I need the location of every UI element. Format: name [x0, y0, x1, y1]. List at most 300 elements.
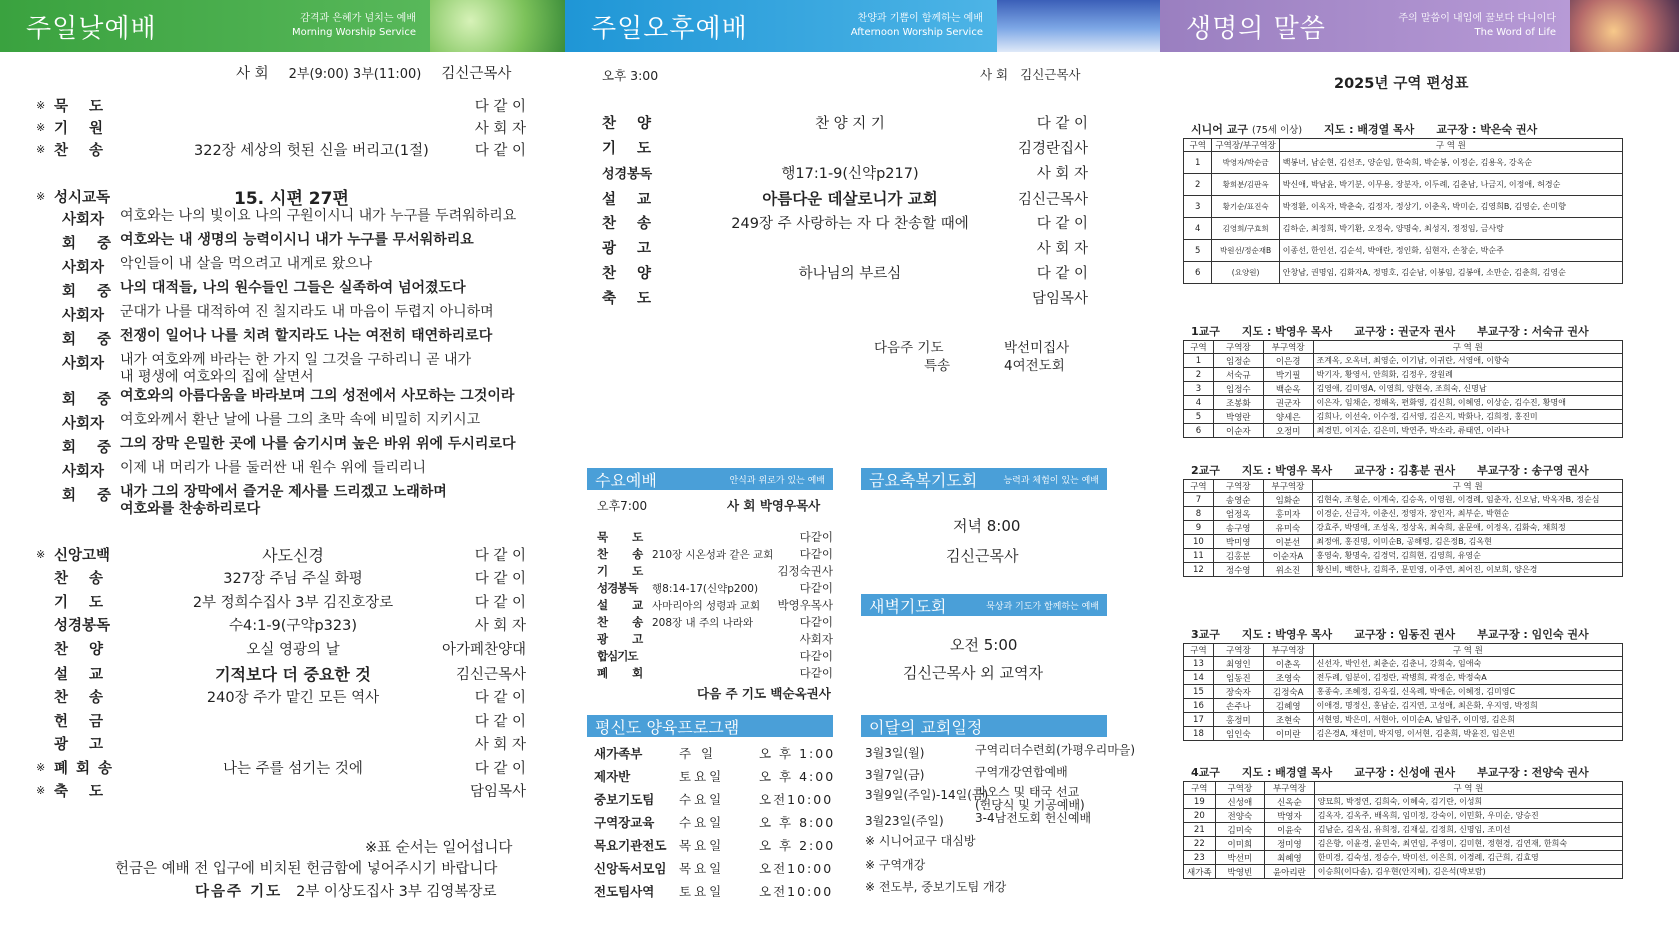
district-number: 8 — [1184, 507, 1214, 521]
program-time: 오전10:00 — [759, 792, 834, 807]
responsive-text — [120, 232, 474, 249]
stand-mark: ※ — [36, 143, 46, 156]
training-row — [594, 744, 835, 762]
morning-order-row — [36, 139, 526, 160]
district-age: (75세 이상) — [1251, 125, 1303, 136]
order-label: 축 도 — [602, 291, 660, 307]
morning-order2-row — [36, 638, 526, 659]
district-row — [1184, 837, 1623, 851]
program-day: 토요일 — [679, 769, 725, 784]
sub-leader: 이은경 — [1263, 354, 1313, 368]
sub-leader: 윤아리란 — [1265, 865, 1315, 879]
leader: (요양원) — [1212, 262, 1279, 284]
order-person: 사회자 — [799, 632, 833, 646]
training-row — [594, 836, 835, 854]
order-label: 기 도 — [602, 141, 660, 157]
dawn-bar: 새벽기도회 묵상과 기도가 함께하는 예배 — [861, 594, 1107, 616]
training-row — [594, 790, 833, 808]
district-number: 18 — [1184, 727, 1214, 741]
schedule-date: 3월3일(월) — [865, 746, 925, 760]
leader: 장숙자 — [1213, 685, 1263, 699]
wednesday-order-row — [597, 563, 833, 579]
order-label: 광 고 — [602, 241, 660, 257]
district-header — [1191, 626, 1611, 642]
district-row — [1184, 795, 1623, 809]
district-row — [1184, 521, 1623, 535]
responsive-line: 여호와는 나의 빛이요 나의 구원이시니 내가 누구를 두려워하리요 — [120, 208, 517, 224]
afternoon-next-1: 다음주 기도 박선미집사 — [874, 340, 1070, 356]
members: 김옥자, 김옥주, 배옥희, 임미정, 강숙이, 이민화, 우미순, 양승진 — [1314, 809, 1622, 823]
district-number: 11 — [1184, 549, 1214, 563]
district-number: 3 — [1184, 196, 1212, 218]
district-row — [1184, 713, 1623, 727]
order-person: 다 같 이 — [474, 761, 526, 777]
order-label: 기 원 — [54, 121, 112, 137]
order-content: 208장 내 주의 나라와 — [652, 616, 754, 629]
column-header: 부구역장 — [1263, 644, 1313, 657]
district-row — [1184, 851, 1623, 865]
schedule-row — [865, 744, 1135, 761]
responsive-text — [120, 304, 494, 321]
training-row — [594, 859, 833, 877]
wednesday-order-row — [597, 529, 833, 545]
districts-title: 2025년 구역 편성표 — [1334, 76, 1469, 92]
morning-order-row — [36, 117, 526, 138]
district-row — [1184, 535, 1623, 549]
district-number: 10 — [1184, 535, 1214, 549]
order-label: 성경봉독 — [54, 618, 111, 634]
schedule-event — [975, 786, 1085, 812]
members: 김하순, 최정희, 박기환, 오정숙, 양명숙, 최성지, 정정임, 금사랑 — [1279, 218, 1622, 240]
morning-order-row — [36, 95, 526, 116]
stand-mark: ※ — [36, 761, 46, 774]
responsive-text — [120, 352, 471, 386]
wednesday-order-row — [597, 665, 833, 681]
friday-time: 저녁 8:00 — [953, 517, 1021, 535]
column-header: 구역장 — [1215, 782, 1264, 795]
order-label: 성경봉독 — [602, 167, 653, 182]
district-number: 1 — [1184, 152, 1212, 174]
district-number: 9 — [1184, 521, 1214, 535]
district-row — [1184, 657, 1623, 671]
order-person: 다 같 이 — [474, 548, 526, 564]
sub-leader: 신옥순 — [1265, 795, 1315, 809]
members: 이애경, 명정신, 홍남순, 김지연, 고성애, 최은화, 우지영, 박정희 — [1313, 699, 1622, 713]
sub-leader: 이미란 — [1263, 727, 1313, 741]
district-number: 13 — [1184, 657, 1214, 671]
speaker: 회 중 — [62, 284, 120, 300]
district-table — [1183, 340, 1623, 438]
wednesday-order-row — [597, 597, 833, 613]
column-header: 구역 — [1184, 644, 1214, 657]
column-header: 부구역장 — [1263, 341, 1313, 354]
column-header: 구역 — [1184, 782, 1216, 795]
order-person: 다 같 이 — [474, 714, 526, 730]
word-title: 생명의 말씀 — [1186, 13, 1326, 44]
leader: 임동진 — [1213, 671, 1263, 685]
responsive-line: 여호와의 아름다움을 바라보며 그의 성전에서 사모하는 그것이라 — [120, 388, 515, 404]
afternoon-title: 주일오후예배 — [591, 13, 748, 44]
sub-leader: 김정숙A — [1263, 685, 1313, 699]
leaves-photo — [430, 0, 565, 52]
sub-leader: 이윤숙 — [1265, 823, 1315, 837]
order-label: 찬 양 — [54, 642, 112, 658]
morning-host-row: 사 회 2부(9:00) 3부(11:00) 김신근목사 — [236, 66, 512, 82]
dawn-time: 오전 5:00 — [950, 636, 1018, 654]
members: 김현숙, 조형순, 이계숙, 김승옥, 이영원, 이경례, 임춘자, 신오남, 박옥자B, 정순심 — [1313, 493, 1623, 507]
order-label: 설 교 — [597, 598, 654, 612]
responsive-line: 전쟁이 일어나 나를 치려 할지라도 나는 여전히 태연하리로다 — [120, 328, 493, 344]
responsive-text — [120, 280, 466, 297]
district-subhead: 부교구장 : 전양숙 권사 — [1477, 766, 1589, 779]
district-row — [1184, 152, 1623, 174]
district-header — [1191, 323, 1611, 339]
speaker: 사회자 — [62, 464, 105, 480]
district-head: 교구장 : 신성애 권사 — [1354, 766, 1456, 779]
afternoon-order-row — [602, 237, 1088, 258]
program-day: 토요일 — [679, 884, 725, 899]
responsive-row — [62, 388, 514, 409]
responsive-text — [120, 256, 372, 273]
program-name: 새가족부 — [594, 746, 643, 761]
order-person: 사 회 자 — [474, 121, 526, 137]
program-name: 신앙독서모임 — [594, 861, 667, 876]
sub-leader: 박영자 — [1265, 809, 1315, 823]
speaker: 사회자 — [62, 260, 105, 276]
event-line-2: (헌당식 및 기공예배) — [975, 798, 1085, 812]
program-time: 오 후 2:00 — [759, 838, 836, 853]
word-header — [1160, 0, 1570, 52]
afternoon-header — [565, 0, 997, 52]
district-table — [1183, 479, 1623, 577]
afternoon-order-row — [602, 287, 1088, 308]
district-number: 새가족 — [1184, 865, 1216, 879]
district-row — [1184, 671, 1623, 685]
district-row — [1184, 218, 1623, 240]
district-number: 22 — [1184, 837, 1216, 851]
speaker: 사회자 — [62, 308, 105, 324]
responsive-line: 나의 대적들, 나의 원수들인 그들은 실족하여 넘어졌도다 — [120, 280, 466, 296]
friday-person: 김신근목사 — [946, 547, 1019, 565]
schedule-bar: 이달의 교회일정 — [861, 715, 1107, 737]
district-pastor: 지도 : 배경열 목사 — [1324, 123, 1415, 136]
district-pastor: 지도 : 박영우 목사 — [1241, 628, 1333, 641]
members: 양묘희, 박정연, 김희숙, 이혜숙, 김기란, 이성희 — [1314, 795, 1622, 809]
members: 신선자, 박인선, 최춘순, 김춘니, 강희숙, 임애숙 — [1313, 657, 1622, 671]
afternoon-order-row — [602, 212, 1088, 233]
order-person: 다 같 이 — [1036, 266, 1088, 282]
training-row — [594, 882, 833, 900]
district-row — [1184, 382, 1623, 396]
leader: 박선미 — [1215, 851, 1264, 865]
members: 김남순, 김옥심, 유희정, 김재실, 김정희, 신명임, 조미선 — [1314, 823, 1622, 837]
district-row — [1184, 727, 1623, 741]
schedule-event — [975, 766, 1068, 779]
leader: 황기순/표진숙 — [1212, 196, 1279, 218]
order-content: 322장 세상의 헛된 신을 버리고(1절) — [194, 143, 429, 159]
order-label: 찬 양 — [602, 266, 660, 282]
stand-mark: ※ — [36, 99, 46, 112]
schedule-date: 3월7일(금) — [865, 768, 925, 782]
word-subtitle: 주의 말씀이 내입에 꿀보다 다니이다 The Word of Life — [1398, 13, 1556, 38]
order-person: 아가페찬양대 — [441, 642, 526, 658]
speaker: 회 중 — [62, 236, 120, 252]
sub-leader: 유미숙 — [1263, 521, 1313, 535]
stand-mark: ※ — [36, 784, 46, 797]
responsive-row — [62, 280, 466, 301]
district-number: 6 — [1184, 424, 1214, 438]
afternoon-next-2: 특송 4여전도회 — [924, 358, 1065, 374]
morning-order2-row — [36, 591, 526, 612]
members: 홍영숙, 황명숙, 김경덕, 김희현, 김영희, 유영순 — [1313, 549, 1623, 563]
stand-mark: ※ — [36, 548, 46, 561]
order-label: 묵 도 — [54, 99, 112, 115]
members: 김은향, 이윤경, 윤민숙, 최연임, 주영미, 김미현, 정현경, 김연재, 한희숙 — [1314, 837, 1622, 851]
sub-leader: 조영숙 — [1263, 671, 1313, 685]
leader: 박원선/정순재B — [1212, 240, 1279, 262]
order-label: 묵 도 — [597, 530, 654, 544]
district-row — [1184, 493, 1623, 507]
order-person: 김경란집사 — [1017, 141, 1088, 157]
district-header — [1191, 462, 1611, 478]
order-label: 찬 송 — [602, 216, 660, 232]
leader: 조봉화 — [1213, 396, 1263, 410]
district-number: 5 — [1184, 240, 1212, 262]
leader: 신성애 — [1215, 795, 1264, 809]
responsive-text — [120, 412, 480, 429]
order-person: 다같이 — [799, 666, 833, 680]
column-header: 구 역 원 — [1279, 139, 1622, 152]
sub-leader: 이순자A — [1263, 549, 1313, 563]
reading-row: ※ 성시교독 15. 시편 27편 — [36, 189, 349, 209]
morning-order2-row — [36, 686, 526, 707]
district-row — [1184, 507, 1623, 521]
morning-subtitle: 감격과 은혜가 넘치는 예배 Morning Worship Service — [291, 13, 416, 38]
afternoon-order-row — [602, 187, 1088, 209]
responsive-row — [62, 460, 426, 481]
speaker: 회 중 — [62, 440, 120, 456]
sub-leader: 위소진 — [1263, 563, 1313, 577]
district-subhead: 부교구장 : 송구영 권사 — [1477, 464, 1589, 477]
wednesday-order-row — [597, 648, 833, 664]
order-label: 광 고 — [54, 737, 112, 753]
speaker: 사회자 — [62, 416, 105, 432]
event-line: 구역리더수련회(가평우리마을) — [975, 743, 1136, 757]
program-day: 수요일 — [679, 815, 725, 830]
morning-next-prayer: 다음주 기도 2부 이상도집사 3부 김영복장로 — [195, 884, 497, 900]
district-number: 19 — [1184, 795, 1216, 809]
members: 박신애, 박남윤, 박기분, 이무용, 장분자, 이두례, 김춘남, 나금지, 이정애, 허경순 — [1279, 174, 1622, 196]
leader: 김미숙 — [1215, 823, 1264, 837]
standing-note: ※표 순서는 일어섭니다 — [365, 840, 513, 856]
order-person: 다같이 — [799, 649, 833, 663]
column-header: 구역장 — [1213, 644, 1263, 657]
members: 박정환, 이옥자, 박춘숙, 김정자, 정상기, 이춘옥, 박미순, 김영희B, 김영순, 손미향 — [1279, 196, 1622, 218]
order-label: 찬 양 — [602, 116, 660, 132]
order-label: 기 도 — [597, 564, 654, 578]
members: 전두례, 임분이, 김정란, 곽병희, 곽정순, 박정숙A — [1313, 671, 1622, 685]
order-label: 설 교 — [602, 191, 660, 208]
leader: 임인숙 — [1213, 727, 1263, 741]
column-header: 구역 — [1184, 341, 1214, 354]
order-person: 다같이 — [799, 530, 833, 544]
responsive-row — [62, 484, 447, 518]
responsive-row — [62, 208, 516, 229]
wednesday-order-row — [597, 546, 833, 562]
order-label: 합심기도 — [597, 649, 638, 663]
leader: 박미영 — [1213, 535, 1263, 549]
members: 최경민, 이지순, 김은미, 박연주, 박소라, 류태연, 이라나 — [1313, 424, 1622, 438]
leader: 김영희/구효희 — [1212, 218, 1279, 240]
schedule-date: ※ 시니어교구 대심방 — [865, 834, 976, 848]
district-name: 4교구 — [1191, 766, 1220, 779]
morning-order2-row — [36, 757, 526, 778]
column-header: 구 역 원 — [1313, 644, 1622, 657]
members: 최정애, 홍진명, 이미순B, 공해령, 김은정B, 김옥현 — [1313, 535, 1623, 549]
morning-header — [0, 0, 430, 52]
column-header: 구역장/부구역장 — [1212, 139, 1279, 152]
afternoon-order-row — [602, 162, 1088, 183]
district-number: 5 — [1184, 410, 1214, 424]
order-content: 사도신경 — [262, 546, 324, 565]
members: 한미경, 김숙성, 정승수, 박미선, 이은희, 이경례, 김근희, 김효영 — [1314, 851, 1622, 865]
district-head: 교구장 : 박은숙 권사 — [1436, 123, 1538, 136]
district-row — [1184, 354, 1623, 368]
wednesday-time: 오후7:00 사 회 박영우목사 — [597, 498, 821, 513]
sub-leader: 김혜영 — [1263, 699, 1313, 713]
members: 백봉녀, 남순현, 김선조, 양순임, 한숙희, 박순봉, 이정순, 김용옥, 강옥순 — [1279, 152, 1622, 174]
order-content: 오실 영광의 날 — [246, 642, 340, 658]
order-label: 찬 송 — [597, 615, 654, 629]
order-content: 행8:14-17(신약p200) — [652, 582, 759, 595]
order-person: 담임목사 — [1031, 291, 1088, 307]
order-person: 다 같 이 — [1036, 116, 1088, 132]
order-content: 기적보다 더 중요한 것 — [215, 665, 371, 684]
order-label: 폐 회 — [597, 666, 654, 680]
responsive-line: 악인들이 내 살을 먹으려고 내게로 왔으나 — [120, 256, 373, 272]
column-header: 구 역 원 — [1313, 341, 1622, 354]
offering-note: 헌금은 예배 전 입구에 비치된 헌금함에 넣어주시기 바랍니다 — [115, 861, 498, 877]
responsive-row — [62, 304, 494, 325]
district-head: 교구장 : 김홍분 권사 — [1354, 464, 1456, 477]
speaker: 사회자 — [62, 356, 105, 372]
order-person: 다 같 이 — [474, 690, 526, 706]
morning-order2-row — [36, 733, 526, 754]
district-number: 15 — [1184, 685, 1214, 699]
sub-leader: 백순옥 — [1263, 382, 1313, 396]
members: 김은경A, 채선미, 박지영, 이서현, 김춘희, 박윤진, 임은빈 — [1313, 727, 1622, 741]
wednesday-order-row — [597, 631, 833, 647]
district-row — [1184, 563, 1623, 577]
program-time: 오 후 4:00 — [759, 769, 836, 784]
leader: 전양숙 — [1215, 809, 1264, 823]
program-name: 제자반 — [594, 769, 631, 784]
responsive-line: 여호와께서 환난 날에 나를 그의 초막 속에 비밀히 지키시고 — [120, 412, 481, 428]
district-number: 12 — [1184, 563, 1214, 577]
responsive-line: 군대가 나를 대적하여 진 칠지라도 내 마음이 두렵지 아니하며 — [120, 304, 494, 320]
order-label: 헌 금 — [54, 714, 112, 730]
column-header: 구역장 — [1213, 480, 1263, 493]
sub-leader: 양세은 — [1263, 410, 1313, 424]
order-label: 성경봉독 — [597, 581, 638, 595]
district-pastor: 지도 : 박영우 목사 — [1241, 325, 1333, 338]
district-head: 교구장 : 임동진 권사 — [1354, 628, 1456, 641]
stand-mark: ※ — [36, 121, 46, 134]
leader: 이순자 — [1213, 424, 1263, 438]
members: 안창남, 권명임, 김화자A, 정명호, 김순남, 이봉임, 김봉애, 소만순, 김춘희, 김영순 — [1279, 262, 1622, 284]
order-content: 사마리아의 성령과 교회 — [652, 599, 761, 612]
district-number: 6 — [1184, 262, 1212, 284]
sub-leader: 최혜영 — [1265, 851, 1315, 865]
morning-order2-row — [36, 710, 526, 731]
leader: 이미희 — [1215, 837, 1264, 851]
lights-photo — [1570, 0, 1679, 52]
members: 이승희(이다솜), 김우현(안지혜), 김은석(박보람) — [1314, 865, 1622, 879]
schedule-date: ※ 전도부, 중보기도팀 개강 — [865, 880, 1007, 894]
district-name: 2교구 — [1191, 464, 1220, 477]
leader: 정수영 — [1213, 563, 1263, 577]
members: 조계옥, 오옥녀, 최영순, 이기남, 이귀란, 서영애, 이향숙 — [1313, 354, 1622, 368]
afternoon-time: 오후 3:00 — [602, 68, 659, 83]
afternoon-order-row — [602, 262, 1088, 283]
district-row — [1184, 174, 1623, 196]
afternoon-subtitle: 찬양과 기쁨이 함께하는 예배 Afternoon Worship Service — [850, 13, 983, 38]
sub-leader: 이분선 — [1263, 535, 1313, 549]
wednesday-order-row — [597, 614, 833, 630]
responsive-line: 이제 내 머리가 나를 둘러싼 내 원수 위에 들리리니 — [120, 460, 427, 476]
column-header: 구 역 원 — [1314, 782, 1622, 795]
leader: 송구영 — [1213, 521, 1263, 535]
order-person: 다 같 이 — [1036, 216, 1088, 232]
schedule-row — [865, 856, 925, 873]
order-label: 찬 송 — [54, 571, 112, 587]
order-person: 다같이 — [799, 547, 833, 561]
leader: 서숙규 — [1213, 368, 1263, 382]
leader: 임정수 — [1213, 382, 1263, 396]
leader: 박영란 — [1213, 410, 1263, 424]
order-person: 김신근목사 — [1017, 191, 1088, 208]
order-label: 설 교 — [54, 667, 112, 683]
column-header: 부구역장 — [1265, 782, 1315, 795]
district-table — [1183, 781, 1623, 879]
schedule-row — [865, 786, 1085, 812]
leader: 홍정미 — [1213, 713, 1263, 727]
leader: 박영자/박순금 — [1212, 152, 1279, 174]
morning-order2-row — [36, 614, 526, 635]
schedule-event — [975, 812, 1091, 825]
responsive-text — [120, 388, 514, 405]
responsive-text — [120, 436, 516, 453]
order-person: 김신근목사 — [455, 667, 526, 683]
members: 이은자, 임채순, 정해옥, 편화영, 김신희, 이혜영, 이상순, 김수진, 황명애 — [1313, 396, 1622, 410]
morning-order2-row — [36, 567, 526, 588]
members: 서현영, 박은미, 서현아, 이미순A, 남임주, 이미영, 김은희 — [1313, 713, 1622, 727]
district-name: 시니어 교구 — [1191, 123, 1248, 136]
district-row — [1184, 196, 1623, 218]
schedule-row — [865, 878, 1006, 895]
leader: 최영인 — [1213, 657, 1263, 671]
program-day: 목요일 — [679, 861, 725, 876]
leader: 임정순 — [1213, 354, 1263, 368]
district-row — [1184, 368, 1623, 382]
program-name: 중보기도팀 — [594, 792, 655, 807]
district-number: 21 — [1184, 823, 1216, 837]
responsive-line: 내가 그의 장막에서 즐거운 제사를 드리겠고 노래하며 — [120, 484, 447, 500]
order-person: 다같이 — [799, 581, 833, 595]
sub-leader: 홍미자 — [1263, 507, 1313, 521]
order-content: 수4:1-9(구약p323) — [228, 618, 357, 634]
order-person: 사 회 자 — [474, 618, 526, 634]
